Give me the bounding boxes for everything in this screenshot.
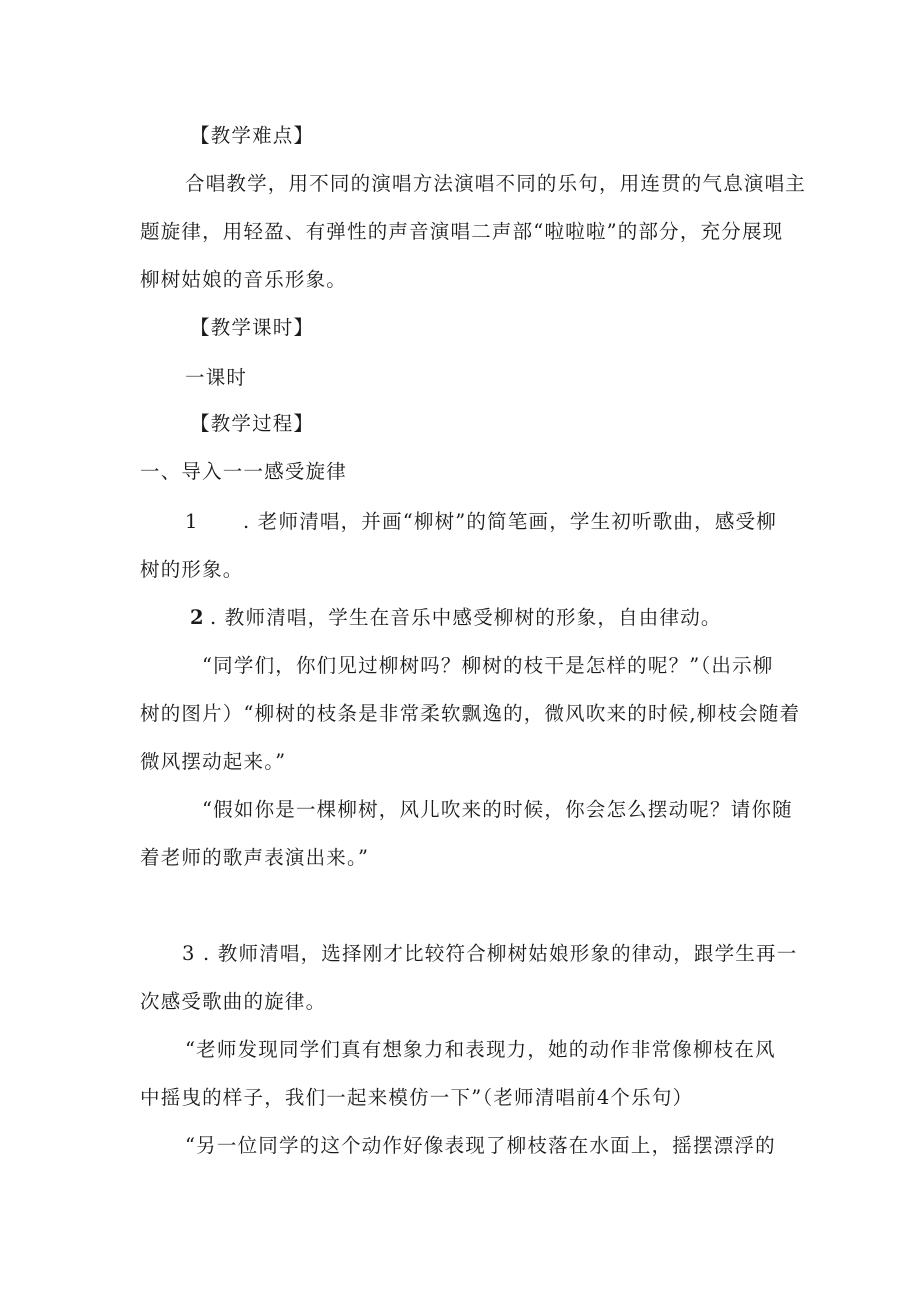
quote-3-line-2: 中摇曳的样子，我们一起来模仿一下”（老师清唱前4个乐句）: [140, 1086, 694, 1109]
item-3-line-2: 次感受歌曲的旋律。: [140, 990, 327, 1013]
item-1-line-2: 树的形象。: [140, 558, 244, 581]
item-1-number: 1: [185, 510, 199, 533]
item-2-line-1: . 教师清唱，学生在音乐中感受柳树的形象，自由律动。: [210, 606, 722, 629]
difficulty-paragraph-line-3: 柳树姑娘的音乐形象。: [140, 268, 348, 291]
item-2-number: 2: [190, 606, 205, 629]
quote-1-line-3: 微风摆动起来。”: [140, 750, 287, 773]
section-1-title: 一、导入一一感受旋律: [140, 460, 348, 483]
teaching-hours-value: 一课时: [185, 366, 248, 389]
difficulty-paragraph-line-2: 题旋律，用轻盈、有弹性的声音演唱二声部“啦啦啦”的部分，充分展现: [140, 220, 784, 243]
difficulty-paragraph-line-1: 合唱教学，用不同的演唱方法演唱不同的乐句，用连贯的气息演唱主: [185, 172, 807, 195]
item-3-line-1: . 教师清唱，选择刚才比较符合柳树姑娘形象的律动，跟学生再一: [203, 942, 798, 965]
item-3-number: 3: [182, 942, 196, 965]
quote-1-line-2: 树的图片）“柳树的枝条是非常柔软飘逸的，微风吹来的时候,柳枝会随着: [140, 702, 801, 725]
item-1-line-1: . 老师清唱，并画“柳树”的简笔画，学生初听歌曲，感受柳: [243, 510, 777, 533]
quote-1-line-1: “同学们，你们见过柳树吗？柳树的枝干是怎样的呢？”（出示柳: [202, 654, 774, 677]
quote-2-line-1: “假如你是一棵柳树，风儿吹来的时候，你会怎么摆动呢？请你随: [202, 798, 793, 821]
heading-teaching-process: 【教学过程】: [190, 412, 315, 435]
quote-4-line-1: “另一位同学的这个动作好像表现了柳枝落在水面上，摇摆漂浮的: [185, 1134, 776, 1157]
heading-teaching-hours: 【教学课时】: [190, 316, 315, 339]
heading-teaching-difficulty: 【教学难点】: [190, 124, 315, 147]
quote-2-line-2: 着老师的歌声表演出来。”: [140, 846, 370, 869]
quote-3-line-1: “老师发现同学们真有想象力和表现力，她的动作非常像柳枝在风: [185, 1038, 776, 1061]
